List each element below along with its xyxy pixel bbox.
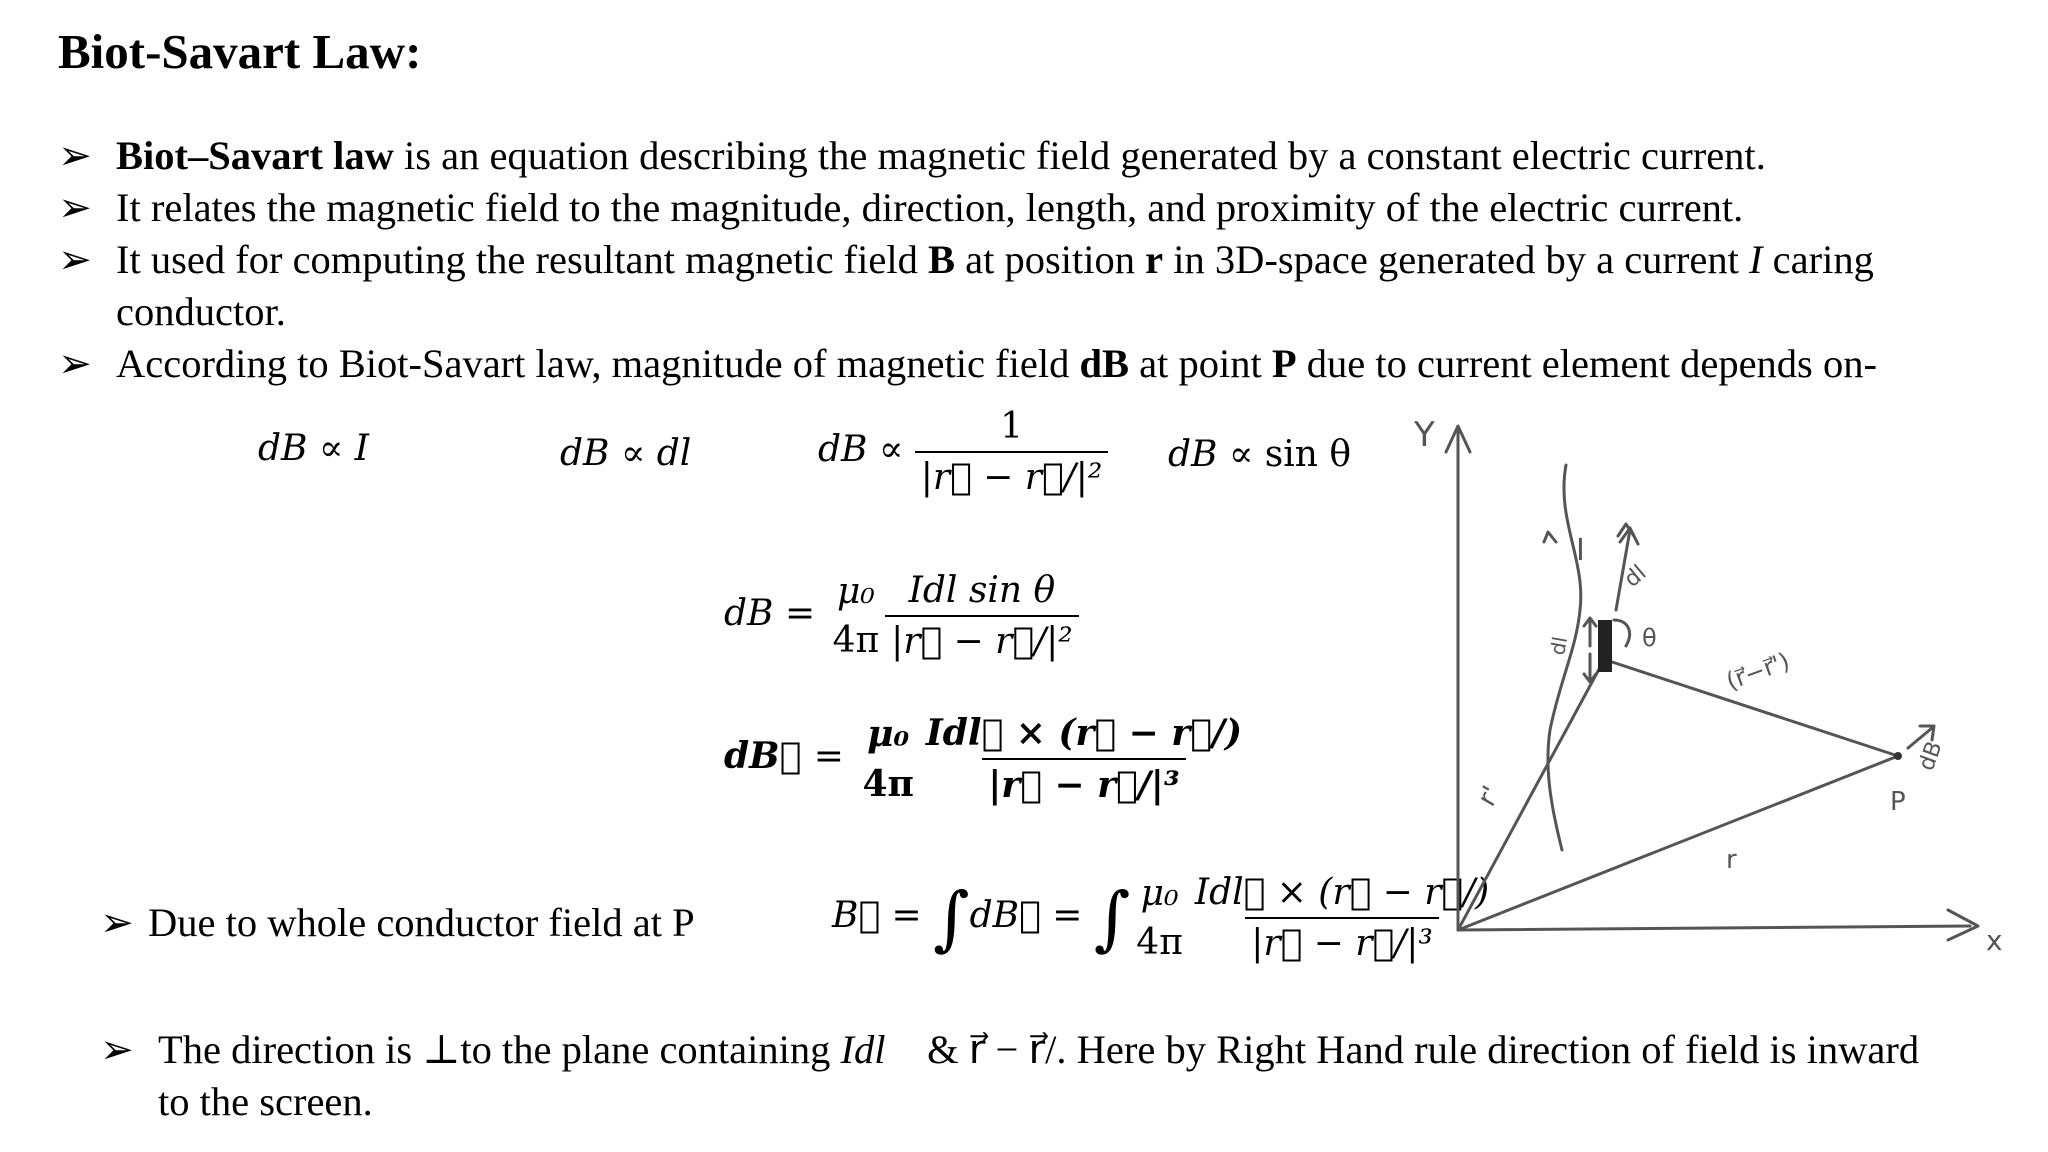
point-p: [1894, 752, 1902, 760]
fraction-numerator: μ₀: [867, 713, 910, 755]
fraction-denominator: 4π: [1136, 922, 1183, 963]
bullet-text: in 3D-space generated by a current: [1163, 237, 1750, 282]
fraction-coefficient: [1130, 873, 1189, 963]
bullet-text: It used for computing the resultant magnetic field: [116, 237, 929, 282]
fraction-numerator: 1: [1000, 406, 1023, 447]
fraction-numerator: Idl sin θ: [908, 570, 1056, 611]
dl-top-label: dl: [1619, 560, 1652, 593]
equals-sign: =: [891, 895, 922, 936]
r-prime-label: r': [1472, 781, 1507, 812]
fraction-coefficient: [856, 713, 919, 805]
bullet-text: According to Biot-Savart law, magnitude of magnetic field: [116, 341, 1080, 386]
current-arrow-icon: [1544, 532, 1556, 542]
symbol-r: r: [1145, 237, 1164, 282]
formula-lhs: B⃗: [832, 895, 881, 936]
fraction-denominator: |r⃗ − r⃗/|³: [982, 758, 1185, 806]
x-axis: [1458, 926, 1970, 930]
fraction-numerator: Idl⃗ × (r⃗ − r⃗/): [925, 712, 1242, 754]
symbol-P: P: [1271, 341, 1297, 386]
bullet-direction: [100, 1024, 1919, 1076]
symbol-dB: dB: [1079, 341, 1130, 386]
fraction-denominator: |r⃗ − r⃗/|²: [885, 615, 1079, 662]
r-label: r: [1726, 845, 1737, 875]
bullet-usage-continuation: conductor.: [116, 289, 286, 334]
equals-sign: =: [813, 736, 844, 777]
formula-rhs: sin θ: [1264, 434, 1352, 475]
bullet-definition: [58, 130, 1766, 182]
theta-label: θ: [1642, 624, 1657, 652]
integrand: dB⃗: [969, 895, 1041, 936]
formula-lhs: dB⃗: [724, 735, 802, 777]
bullet-direction-continuation: to the screen.: [158, 1079, 373, 1124]
bullet-whole-conductor: [100, 897, 695, 949]
fraction-denominator: |r⃗ − r⃗/|³: [1245, 917, 1439, 964]
fraction: [915, 406, 1109, 498]
bullet-text: at point: [1129, 341, 1272, 386]
fraction-numerator: Idl⃗ × (r⃗ − r⃗/): [1194, 872, 1490, 913]
theta-arc: [1614, 620, 1630, 646]
r-minus-label: (r⃗−r⃗'): [1722, 647, 1794, 696]
fraction-denominator: 4π: [862, 763, 914, 805]
bullet-text: The direction is ⊥to the plane containing: [158, 1027, 841, 1072]
equals-sign: =: [1052, 895, 1083, 936]
bullet-dependence: [58, 338, 1877, 390]
arrow-bullet-icon: ➢: [100, 900, 134, 945]
formula-lhs: dB ∝: [818, 429, 904, 470]
r-vector: [1458, 756, 1898, 930]
biot-savart-diagram: [1380, 410, 2040, 970]
formula-prop-current: dB ∝ I: [258, 428, 369, 469]
formula-lhs: dB ∝: [1168, 434, 1254, 475]
arrow-bullet-icon: ➢: [100, 1027, 134, 1072]
current-element: [1598, 620, 1612, 672]
page-title: Biot-Savart Law:: [58, 24, 422, 79]
bullet-text: It relates the magnetic field to the magnitude, direction, length, and proximity of the electric current.: [116, 185, 1744, 230]
formula-vector: [724, 712, 1248, 806]
bullet-text: at position: [955, 237, 1146, 282]
arrow-bullet-icon: ➢: [58, 133, 92, 178]
axis-y-label: Y: [1414, 415, 1435, 455]
p-label: P: [1890, 787, 1906, 817]
fraction-main: [885, 570, 1079, 662]
formula-prop-sine: [1168, 434, 1351, 475]
bullet-text: is an equation describing the magnetic field generated by a constant electric current.: [393, 133, 1766, 178]
symbol-B: B: [928, 237, 956, 282]
arrow-bullet-icon: ➢: [58, 185, 92, 230]
bullet-text: Due to whole conductor field at P: [148, 900, 695, 945]
formula-prop-distance: [818, 406, 1108, 498]
fraction-denominator: 4π: [832, 620, 880, 661]
fraction-main: [920, 712, 1248, 806]
arrow-bullet-icon: ➢: [58, 341, 92, 386]
current-label: I: [1576, 533, 1585, 568]
bullet-relation: [58, 182, 1743, 234]
axis-x-label: x: [1986, 924, 2003, 957]
integral-sign: ∫: [933, 877, 970, 959]
conductor-wire: [1548, 465, 1581, 850]
bullet-bold-term: Biot–Savart law: [116, 133, 394, 178]
bullet-text: caring: [1762, 237, 1874, 282]
formula-lhs: dB =: [724, 593, 816, 634]
symbol-idl-vector: Idl⃗: [840, 1027, 918, 1072]
fraction-coefficient: [827, 571, 886, 661]
integral-sign: ∫: [1093, 877, 1131, 959]
formula-magnitude: [724, 570, 1079, 662]
fraction-numerator: μ₀: [836, 571, 875, 612]
bullet-text: & r⃗ − r⃗/. Here by Right Hand rule direction of field is inward: [917, 1027, 1920, 1072]
dl-side-label: dl: [1545, 634, 1573, 657]
fraction-numerator: μ₀: [1140, 873, 1179, 914]
symbol-I: I: [1749, 237, 1763, 282]
formula-prop-length: dB ∝ dl: [560, 433, 692, 474]
bullet-usage: [58, 234, 1874, 286]
arrow-bullet-icon: ➢: [58, 237, 92, 282]
fraction-denominator: |r⃗ − r⃗/|²: [915, 451, 1109, 498]
db-label: dB: [1914, 738, 1948, 775]
bullet-text: due to current element depends on-: [1296, 341, 1877, 386]
